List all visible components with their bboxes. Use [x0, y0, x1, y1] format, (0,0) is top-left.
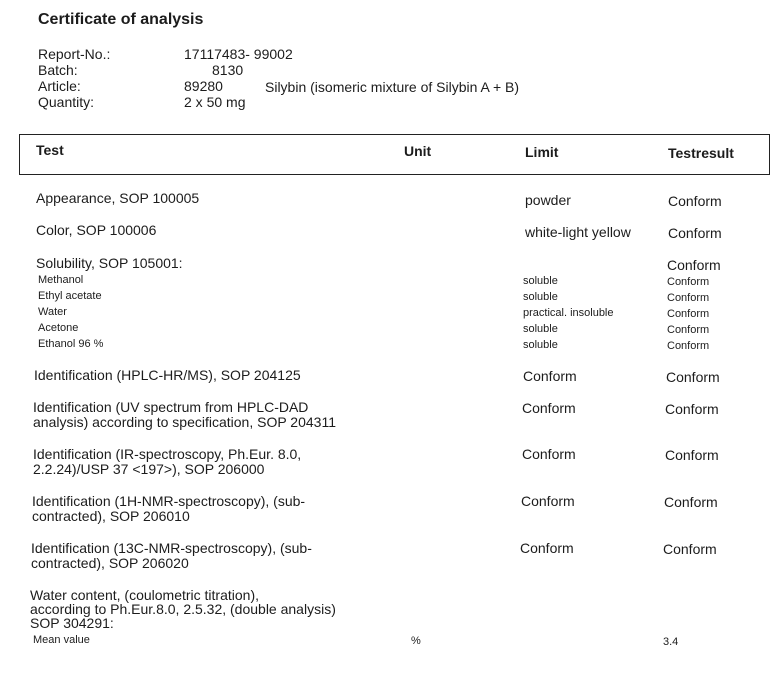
header-unit: Unit: [404, 143, 432, 159]
batch-value: 8130: [212, 62, 244, 78]
document-title: Certificate of analysis: [38, 11, 204, 28]
result-water: Conform: [667, 308, 710, 320]
report-label: Report-No.:: [38, 46, 111, 62]
limit-appearance: powder: [525, 192, 571, 208]
result-methanol: Conform: [667, 276, 710, 288]
test-solubility: Solubility, SOP 105001:: [36, 255, 183, 271]
water-mean-label: Mean value: [33, 634, 90, 646]
result-acetone: Conform: [667, 324, 710, 336]
result-id-hplc-ms: Conform: [666, 369, 720, 385]
limit-id-13c-nmr: Conform: [520, 540, 574, 556]
result-color: Conform: [668, 225, 722, 241]
limit-acetone: soluble: [523, 323, 558, 335]
result-id-1h-nmr: Conform: [664, 494, 718, 510]
solvent-ethyl-acetate: Ethyl acetate: [38, 290, 102, 302]
test-id-uv-line1: Identification (UV spectrum from HPLC-DAD: [33, 399, 309, 415]
article-label: Article:: [38, 78, 81, 94]
limit-color: white-light yellow: [525, 224, 631, 240]
quantity-value: 2 x 50 mg: [184, 94, 246, 110]
report-value: 17117483- 99002: [184, 46, 293, 62]
test-appearance: Appearance, SOP 100005: [36, 190, 200, 206]
result-solubility: Conform: [667, 257, 721, 273]
batch-label: Batch:: [38, 62, 78, 78]
solvent-acetone: Acetone: [38, 322, 79, 334]
solvent-methanol: Methanol: [38, 274, 84, 286]
test-id-ir-line2: 2.2.24)/USP 37 <197>), SOP 206000: [33, 461, 265, 477]
test-id-ir-line1: Identification (IR-spectroscopy, Ph.Eur. 8.0,: [33, 446, 302, 462]
result-id-uv: Conform: [665, 401, 719, 417]
table-header-box: [19, 134, 770, 175]
test-water-line1: Water content, (coulometric titration),: [30, 587, 260, 603]
test-color: Color, SOP 100006: [36, 222, 157, 238]
limit-ethyl-acetate: soluble: [523, 291, 558, 303]
water-unit: %: [411, 635, 421, 647]
limit-id-hplc-ms: Conform: [523, 368, 577, 384]
header-limit: Limit: [525, 144, 559, 160]
test-id-13c-nmr-line2: contracted), SOP 206020: [31, 555, 189, 571]
test-id-13c-nmr-line1: Identification (13C-NMR-spectroscopy), (sub-: [31, 540, 312, 556]
test-water-line3: SOP 304291:: [30, 615, 114, 631]
result-id-ir: Conform: [665, 447, 719, 463]
limit-ethanol: soluble: [523, 339, 558, 351]
quantity-label: Quantity:: [38, 94, 95, 110]
limit-id-1h-nmr: Conform: [521, 493, 575, 509]
test-id-1h-nmr-line2: contracted), SOP 206010: [32, 508, 190, 524]
result-id-13c-nmr: Conform: [663, 541, 717, 557]
solvent-ethanol: Ethanol 96 %: [38, 338, 104, 350]
solvent-water: Water: [38, 306, 67, 318]
water-result: 3.4: [663, 636, 679, 648]
limit-water: practical. insoluble: [523, 307, 614, 319]
test-water-line2: according to Ph.Eur.8.0, 2.5.32, (double analysis): [30, 601, 336, 617]
article-name: Silybin (isomeric mixture of Silybin A + B): [265, 79, 520, 95]
limit-id-uv: Conform: [522, 400, 576, 416]
result-ethyl-acetate: Conform: [667, 292, 710, 304]
test-id-uv-line2: analysis) according to specification, SOP 204311: [33, 414, 336, 430]
result-ethanol: Conform: [667, 340, 710, 352]
header-testresult: Testresult: [668, 145, 734, 161]
header-test: Test: [36, 142, 64, 158]
article-value: 89280: [184, 78, 223, 94]
test-id-1h-nmr-line1: Identification (1H-NMR-spectroscopy), (sub-: [32, 493, 306, 509]
limit-methanol: soluble: [523, 275, 558, 287]
result-appearance: Conform: [668, 193, 722, 209]
limit-id-ir: Conform: [522, 446, 576, 462]
test-id-hplc-ms: Identification (HPLC-HR/MS), SOP 204125: [34, 367, 301, 383]
